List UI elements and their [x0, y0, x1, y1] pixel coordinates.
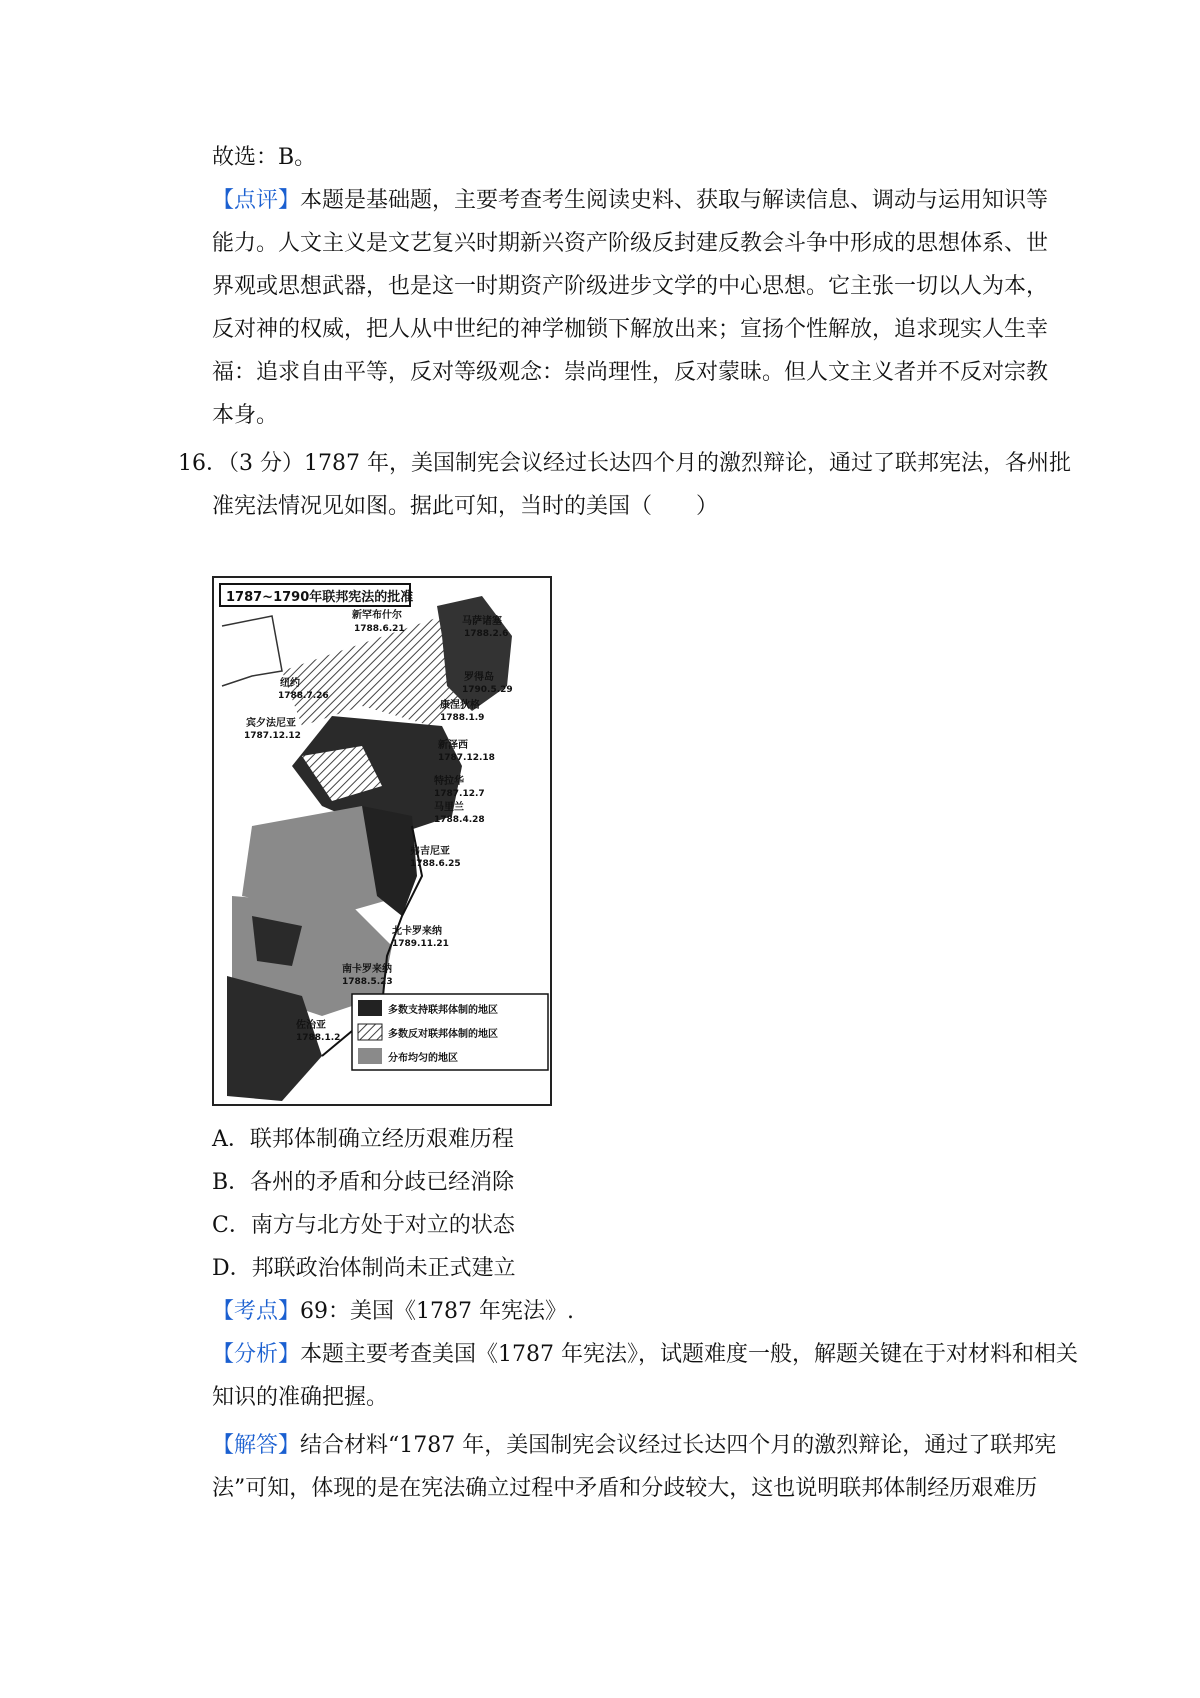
option-d: D．邦联政治体制尚未正式建立: [212, 1256, 516, 1281]
state-date: 1788.7.26: [278, 691, 329, 701]
legend-label: 分布均匀的地区: [388, 1053, 458, 1064]
kaodian-tag: 【考点】: [212, 1299, 301, 1324]
fenxi-line-1: [212, 1342, 1078, 1368]
comment-line-4: 反对神的权威，把人从中世纪的神学枷锁下解放出来；宣扬个性解放，追求现实人生幸: [212, 317, 1049, 342]
state-label: 宾夕法尼亚: [246, 718, 296, 729]
state-date: 1789.11.21: [392, 939, 449, 949]
state-label: 南卡罗来纳: [342, 964, 392, 975]
state-label: 北卡罗来纳: [392, 926, 442, 937]
state-label: 马里兰: [434, 802, 464, 813]
jieda-text: 结合材料“1787 年，美国制宪会议经过长达四个月的激烈辩论，通过了联邦宪: [300, 1433, 1057, 1458]
comment-tag: 【点评】: [212, 188, 301, 213]
jieda-line-1: [212, 1433, 1056, 1459]
fenxi-text: 本题主要考查美国《1787 年宪法》，试题难度一般，解题关键在于对材料和相关: [300, 1342, 1078, 1367]
state-label: 马萨诸塞: [462, 616, 502, 627]
map-title: 1787~1790年联邦宪法的批准: [226, 590, 414, 605]
state-date: 1787.12.18: [438, 753, 495, 763]
comment-line-2: 能力。人文主义是文艺复兴时期新兴资产阶级反封建反教会斗争中形成的思想体系、世: [212, 231, 1049, 256]
state-label: 弗吉尼亚: [410, 846, 450, 857]
comment-line-3: 界观或思想武器，也是这一时期资产阶级进步文学的中心思想。它主张一切以人为本，: [212, 274, 1049, 299]
comment-text: 本题是基础题，主要考查考生阅读史料、获取与解读信息、调动与运用知识等: [300, 188, 1049, 213]
state-label: 康涅狄格: [440, 700, 480, 711]
jieda-line-2: 法”可知，体现的是在宪法确立过程中矛盾和分歧较大，这也说明联邦体制经历艰难历: [212, 1476, 1038, 1501]
state-label: 新泽西: [438, 740, 468, 751]
answer-line: 故选：B。: [212, 145, 317, 170]
comment-line-6: 本身。: [212, 403, 279, 428]
comment-line-5: 福：追求自由平等，反对等级观念：崇尚理性，反对蒙昧。但人文主义者并不反对宗教: [212, 360, 1049, 385]
fenxi-line-2: 知识的准确把握。: [212, 1385, 389, 1410]
jieda-tag: 【解答】: [212, 1433, 301, 1458]
state-date: 1787.12.12: [244, 731, 301, 741]
map-legend: [352, 994, 548, 1070]
state-date: 1787.12.7: [434, 789, 485, 799]
kaodian-line: [212, 1299, 574, 1325]
question-line-2: 准宪法情况见如图。据此可知，当时的美国（ ）: [212, 494, 719, 519]
question-line-1: 16．（3 分）1787 年，美国制宪会议经过长达四个月的激烈辩论，通过了联邦宪法，各州批: [178, 451, 1071, 476]
option-c: C．南方与北方处于对立的状态: [212, 1213, 515, 1238]
option-a: A．联邦体制确立经历艰难历程: [212, 1127, 514, 1152]
state-date: 1788.6.25: [410, 859, 461, 869]
state-date: 1790.5.29: [462, 685, 513, 695]
state-date: 1788.2.6: [464, 629, 509, 639]
state-date: 1788.1.2: [296, 1033, 341, 1043]
state-label: 特拉华: [434, 776, 464, 787]
state-date: 1788.5.23: [342, 977, 393, 987]
state-date: 1788.1.9: [440, 713, 485, 723]
state-date: 1788.4.28: [434, 815, 485, 825]
comment-line-1: [212, 188, 1048, 214]
legend-swatch-mixed: [358, 1048, 382, 1064]
state-label: 新罕布什尔: [352, 610, 402, 621]
fenxi-tag: 【分析】: [212, 1342, 301, 1367]
kaodian-text: 69：美国《1787 年宪法》.: [300, 1299, 574, 1324]
legend-swatch-support: [358, 1000, 382, 1016]
ratification-map: [212, 576, 552, 1106]
legend-swatch-oppose: [358, 1024, 382, 1040]
option-b: B．各州的矛盾和分歧已经消除: [212, 1170, 515, 1195]
state-date: 1788.6.21: [354, 624, 405, 634]
legend-label: 多数支持联邦体制的地区: [388, 1005, 498, 1016]
state-label: 罗得岛: [464, 672, 494, 683]
state-label: 纽约: [280, 678, 300, 689]
legend-label: 多数反对联邦体制的地区: [388, 1029, 498, 1040]
state-label: 佐治亚: [296, 1020, 326, 1031]
